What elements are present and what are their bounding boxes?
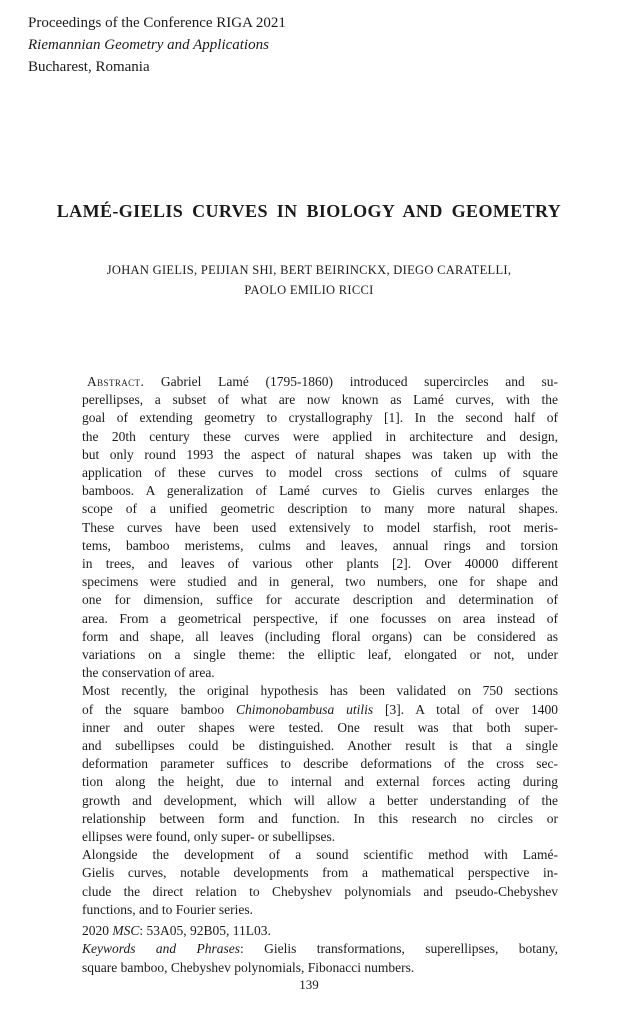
abstract-line: growth and development, which will allow a better understanding of the [82, 792, 558, 808]
abstract-line: relationship between form and function. In this research no circles or [82, 810, 558, 826]
abstract-line: tion along the height, due to internal and external forces acting during [82, 774, 558, 790]
header-location-line: Bucharest, Romania [28, 59, 150, 75]
abstract-line: deformation parameter suffices to describe deformations of the cross sec- [82, 756, 558, 772]
abstract-text [82, 373, 558, 977]
abstract-line: area. From a geometrical perspective, if one focusses on area instead of [82, 610, 558, 626]
abstract-line: Gielis curves, notable developments from a mathematical perspective in- [82, 865, 558, 881]
authors-block [28, 261, 590, 300]
abstract-line: bamboos. A generalization of Lamé curves to Gielis curves enlarges the [82, 483, 558, 499]
abstract-line: functions, and to Fourier series. [82, 901, 253, 917]
abstract-line: in trees, and leaves of various other plants [2]. Over 40000 different [82, 556, 558, 572]
abstract-line: one for dimension, suffice for accurate description and determination of [82, 592, 558, 608]
paper-title: LAMÉ-GIELIS CURVES IN BIOLOGY AND GEOMETRY [56, 201, 562, 221]
authors-line-2: PAOLO EMILIO RICCI [244, 282, 374, 297]
abstract-line: perellipses, a subset of what are now known as Lamé curves, with the [82, 392, 558, 408]
abstract-line: Abstract. Gabriel Lamé (1795-1860) introduced supercircles and su- [87, 374, 558, 389]
abstract-line: square bamboo, Chebyshev polynomials, Fibonacci numbers. [82, 959, 415, 975]
abstract-line: application of these curves to model cross sections of culms of square [82, 465, 558, 481]
abstract-line: goal of extending geometry to crystallography [1]. In the second half of [82, 410, 558, 426]
abstract-line: These curves have been used extensively to model starfish, root meris- [82, 519, 558, 535]
abstract-line: Most recently, the original hypothesis has been validated on 750 sections [82, 683, 558, 699]
journal-header [28, 12, 286, 78]
abstract-line: tems, bamboo meristems, culms and leaves, annual rings and torsion [82, 537, 558, 553]
authors-line-1: JOHAN GIELIS, PEIJIAN SHI, BERT BEIRINCKX, DIEGO CARATELLI, [106, 263, 512, 277]
abstract-line: Keywords and Phrases: Gielis transformations, superellipses, botany, [82, 941, 558, 957]
abstract-line: and subellipses could be distinguished. Another result is that a single [82, 738, 558, 754]
abstract-line: 2020 MSC: 53A05, 92B05, 11L03. [82, 923, 271, 939]
header-proceedings-line: Proceedings of the Conference RIGA 2021 [28, 15, 286, 31]
abstract-line: clude the direct relation to Chebyshev polynomials and pseudo-Chebyshev [82, 883, 558, 899]
abstract-line: the 20th century these curves were applied in architecture and design, [82, 428, 558, 444]
abstract-line: but only round 1993 the aspect of natural shapes was taken up with the [82, 446, 558, 462]
abstract-line: Alongside the development of a sound scientific method with Lamé- [82, 847, 558, 863]
abstract-line: form and shape, all leaves (including floral organs) can be considered as [82, 628, 558, 644]
abstract-line: the conservation of area. [82, 665, 215, 681]
abstract-line: scope of a unified geometric description to many more natural shapes. [82, 501, 558, 517]
abstract-line: of the square bamboo Chimonobambusa utilis [3]. A total of over 1400 [82, 701, 559, 717]
abstract-line: variations on a single theme: the elliptic leaf, elongated or not, under [82, 647, 558, 663]
abstract-line: ellipses were found, only super- or subellipses. [82, 829, 336, 845]
header-journal-line: Riemannian Geometry and Applications [28, 37, 269, 53]
abstract-line: inner and outer shapes were tested. One result was that both super- [82, 719, 558, 735]
page-number: 139 [299, 977, 319, 992]
abstract-line: specimens were studied and in general, two numbers, one for shape and [82, 574, 558, 590]
